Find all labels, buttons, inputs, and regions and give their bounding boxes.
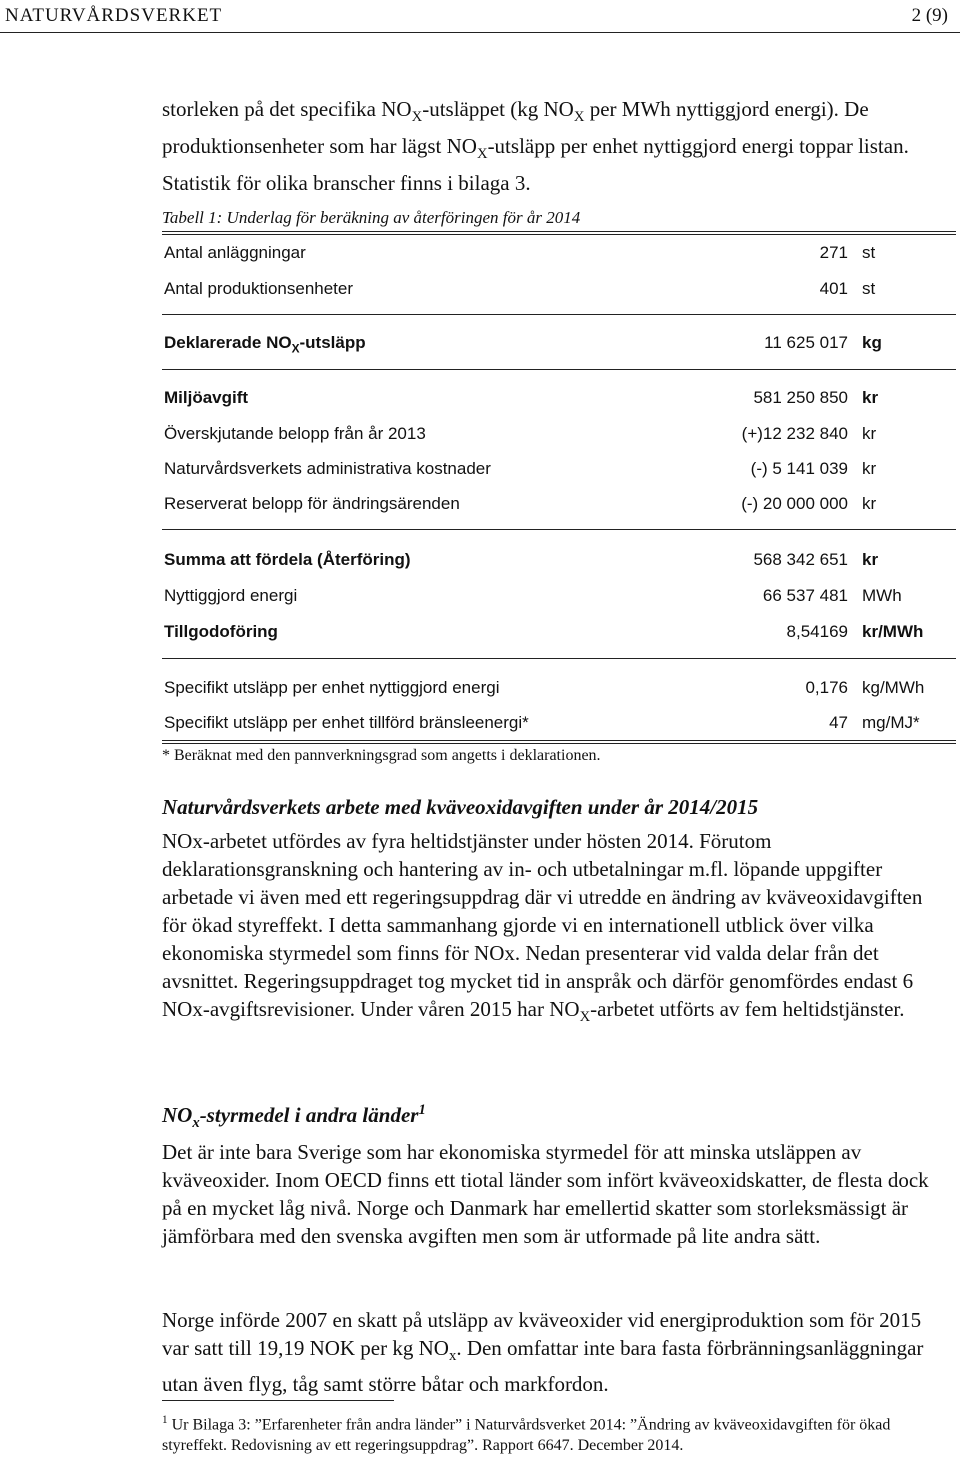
table-divider bbox=[162, 314, 956, 315]
table-row: Reserverat belopp för ändringsärenden (-) 20 000 000 kr bbox=[164, 494, 877, 513]
table-divider bbox=[162, 529, 956, 530]
table-row: Miljöavgift 581 250 850 kr bbox=[164, 388, 879, 407]
table-row: Antal anläggningar 271 st bbox=[164, 243, 876, 262]
section-paragraph: Norge införde 2007 en skatt på utsläpp av kväveoxider vid energiproduktion som för 2015 var satt till 19,19 NOK per kg $NO_x$. Den omfattar inte bara fasta förbränningsanläggningar utan även flyg, tåg samt större båtar och markfordon. bbox=[162, 1308, 924, 1397]
table-divider bbox=[162, 369, 956, 370]
table-row: Nyttiggjord energi 66 537 481 MWh bbox=[164, 586, 902, 605]
table-row: Antal produktionsenheter 401 st bbox=[164, 279, 876, 298]
intro-paragraph: storleken på det specifika $NO_X$-utsläppet (kg $NO_X$ per MWh nyttiggjord energi). De produktionsenheter som har lägst $NO_X$-utsläpp per enhet nyttiggjord energi toppar listan. Statistik för olika branscher finns i bilaga 3. bbox=[162, 97, 909, 196]
table-divider bbox=[162, 658, 956, 659]
table-footnote: * Beräknat med den pannverkningsgrad som angetts i deklarationen. bbox=[162, 747, 601, 764]
table-row: Naturvårdsverkets administrativa kostnader (-) 5 141 039 kr bbox=[164, 459, 877, 478]
table-row: Tillgodoföring 8,54169 kr/MWh bbox=[164, 622, 924, 641]
page-number: 2 (9) bbox=[911, 5, 948, 26]
footnote-rule bbox=[162, 1400, 394, 1401]
page-footnote: $^1$ Ur Bilaga 3: ”Erfarenheter från andra länder” i Naturvårdsverket 2014: ”Ändring av kväveoxidavgiften för ökad styreffekt. Redovisning av ett regeringsuppdrag”. Rapport 6647. December 2014. bbox=[162, 1414, 891, 1455]
table-caption: Tabell 1: Underlag för beräkning av återföringen för år 2014 bbox=[162, 208, 581, 227]
table-row: Överskjutande belopp från år 2013 (+)12 232 840 kr bbox=[164, 424, 877, 443]
section-heading: $NO_x$-styrmedel i andra länder$^1$ bbox=[162, 1102, 426, 1132]
section-heading: Naturvårdsverkets arbete med kväveoxidavgiften under år 2014/2015 bbox=[162, 795, 759, 819]
page-header bbox=[0, 0, 960, 33]
table-row: Deklarerade $NO_X$-utsläpp 11 625 017 kg bbox=[164, 333, 882, 356]
table-row: Specifikt utsläpp per enhet nyttiggjord energi 0,176 kg/MWh bbox=[164, 678, 925, 697]
table-row: Specifikt utsläpp per enhet tillförd bränsleenergi* 47 mg/MJ* bbox=[164, 713, 920, 732]
table-bottom-rule bbox=[162, 740, 956, 744]
table-top-rule bbox=[162, 231, 956, 235]
table-row: Summa att fördela (Återföring) 568 342 651 kr bbox=[164, 550, 879, 569]
section-paragraph: Det är inte bara Sverige som har ekonomiska styrmedel för att minska utsläppen av kväveoxider. Inom OECD finns ett tiotal länder som infört kväveoxidskatter, de flesta dock på en mycket låg nivå. Norge och Danmark har emellertid skatter som storleksmässigt är jämförbara med den svenska avgiften men som är utformade på lite andra sätt. bbox=[162, 1140, 929, 1248]
agency-name: NATURVÅRDSVERKET bbox=[5, 5, 223, 26]
section-paragraph: NOx-arbetet utfördes av fyra heltidstjänster under hösten 2014. Förutom deklarationsgranskning och hantering av in- och utbetalningar m.fl. löpande uppgifter arbetade vi även med ett regeringsuppdrag där vi utredde en ändring av kväveoxidavgiften för ökad styreffekt. I detta sammanhang gjorde vi en internationell utblick över vilka ekonomiska styrmedel som finns för NOx. Nedan presenterar vid valda delar från det avsnittet. Regeringsuppdraget tog mycket tid in anspråk och därför genomfördes endast 6 NOx-avgiftsrevisioner. Under våren 2015 har $NO_X$-arbetet utförts av fem heltidstjänster. bbox=[162, 829, 923, 1026]
